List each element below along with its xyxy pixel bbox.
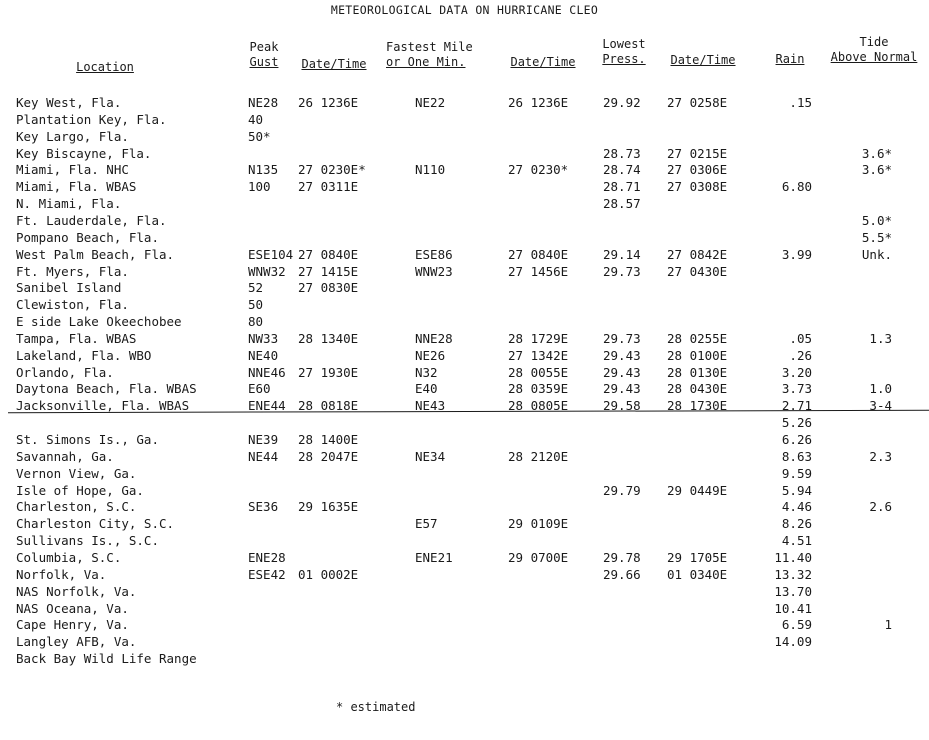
table-row [0,178,929,195]
location-cell: Sanibel Island [16,280,122,296]
lowest-press-cell: 29.43 [603,381,641,397]
peak-gust-cell: 100 [248,179,271,195]
press-date-time-cell: 27 0306E [667,162,728,178]
lowest-press-cell: 29.43 [603,364,641,380]
fastest-date-time-cell: 29 0109E [508,516,569,532]
rain-cell: .26 [789,347,812,363]
press-date-time-cell: 28 0255E [667,330,728,346]
location-cell: Miami, Fla. NHC [16,162,129,178]
peak-gust-cell: NE40 [248,347,279,363]
table-row [0,431,929,448]
location-cell: N. Miami, Fla. [16,196,122,212]
gust-date-time-cell: 28 2047E [298,448,359,464]
table-row [0,380,929,397]
lowest-press-cell: 29.66 [603,566,641,582]
fastest-date-time-cell: 28 0359E [508,381,569,397]
rain-cell: 3.73 [781,381,812,397]
header-peak-gust-line2: Gust [249,55,279,69]
press-date-time-cell: 01 0340E [667,566,728,582]
rain-cell: 9.59 [781,465,812,481]
tide-cell: 3.6* [861,162,892,178]
rain-cell: 4.51 [781,533,812,549]
table-row [0,465,929,482]
table-row [0,633,929,650]
table-row [0,145,929,162]
rain-cell: 3.20 [781,364,812,380]
table-row [0,279,929,296]
table-row [0,246,929,263]
press-date-time-cell: 27 0258E [667,95,728,110]
table-row [0,111,929,128]
fastest-date-time-cell: 27 1456E [508,263,569,279]
table-row [0,414,929,431]
press-date-time-cell: 28 0130E [667,364,728,380]
table-row [0,229,929,246]
rain-cell: 6.80 [781,179,812,195]
rain-cell: 8.26 [781,516,812,532]
tide-cell: 3-4 [869,398,892,414]
rain-cell: 5.26 [781,415,812,431]
peak-gust-cell: N135 [248,162,279,178]
location-cell: NAS Norfolk, Va. [16,583,137,599]
lowest-press-cell: 29.43 [603,347,641,363]
location-cell: Vernon View, Ga. [16,465,137,481]
tide-cell: 3.6* [861,145,892,161]
footnote: * estimated [336,700,416,714]
table-row [0,482,929,499]
press-date-time-cell: 27 0308E [667,179,728,195]
table-row [0,549,929,566]
fastest-mile-cell: WNW23 [415,263,453,279]
gust-date-time-cell: 28 1340E [298,330,359,346]
gust-date-time-cell: 26 1236E [298,95,359,110]
header-fastest-line1: Fastest Mile [386,40,473,54]
fastest-mile-cell: E57 [415,516,438,532]
header-tide-line1: Tide [859,35,889,49]
peak-gust-cell: NE28 [248,95,279,110]
location-cell: Back Bay Wild Life Range [16,651,197,667]
peak-gust-cell: E60 [248,381,271,397]
peak-gust-cell: NW33 [248,330,279,346]
location-cell: Key Largo, Fla. [16,128,129,144]
press-date-time-cell: 27 0430E [667,263,728,279]
tide-cell: Unk. [861,246,892,262]
lowest-press-cell: 29.14 [603,246,641,262]
table-row [0,195,929,212]
location-cell: NAS Oceana, Va. [16,600,129,616]
fastest-mile-cell: N32 [415,364,438,380]
peak-gust-cell: 40 [248,111,264,127]
gust-date-time-cell: 27 0311E [298,179,359,195]
lowest-press-cell: 28.73 [603,145,641,161]
rain-cell: .05 [789,330,812,346]
rain-cell: 2.71 [781,398,812,414]
press-date-time-cell: 28 0100E [667,347,728,363]
gust-date-time-cell: 27 0830E [298,280,359,296]
press-date-time-cell: 29 1705E [667,549,728,565]
location-cell: Ft. Lauderdale, Fla. [16,212,167,228]
rain-cell: 10.41 [774,600,812,616]
header-tide-line2: Above Normal [830,50,918,64]
location-cell: Tampa, Fla. WBAS [16,330,137,346]
fastest-mile-cell: ENE21 [415,549,453,565]
lowest-press-cell: 29.78 [603,549,641,565]
header-press-date-time: Date/Time [670,53,736,67]
table-row [0,161,929,178]
header-location: Location [76,60,134,74]
fastest-date-time-cell: 28 0055E [508,364,569,380]
peak-gust-cell: 50* [248,128,271,144]
fastest-date-time-cell: 26 1236E [508,95,569,110]
tide-cell: 5.0* [861,212,892,228]
table-row [0,347,929,364]
fastest-mile-cell: ESE86 [415,246,453,262]
fastest-mile-cell: NE43 [415,398,446,414]
rain-cell: 13.32 [774,566,812,582]
table-row [0,128,929,145]
fastest-date-time-cell: 29 0700E [508,549,569,565]
lowest-press-cell: 28.57 [603,196,641,212]
header-fastest-line2: or One Min. [386,55,466,69]
location-cell: Key Biscayne, Fla. [16,145,152,161]
location-cell: Ft. Myers, Fla. [16,263,129,279]
lowest-press-cell: 28.74 [603,162,641,178]
location-cell: Clewiston, Fla. [16,297,129,313]
fastest-date-time-cell: 28 0805E [508,398,569,414]
table-row [0,532,929,549]
fastest-date-time-cell: 27 0840E [508,246,569,262]
table-row [0,212,929,229]
table-row [0,296,929,313]
header-gust-date-time: Date/Time [301,57,367,71]
document-title: METEOROLOGICAL DATA ON HURRICANE CLEO [330,3,599,17]
press-date-time-cell: 28 1730E [667,398,728,414]
peak-gust-cell: ESE104 [248,246,294,262]
lowest-press-cell: 28.71 [603,179,641,195]
table-row [0,94,929,111]
header-tide [820,35,928,65]
gust-date-time-cell: 27 0840E [298,246,359,262]
peak-gust-cell: 52 [248,280,264,296]
press-date-time-cell: 27 0842E [667,246,728,262]
press-date-time-cell: 27 0215E [667,145,728,161]
fastest-mile-cell: N110 [415,162,446,178]
rain-cell: 5.94 [781,482,812,498]
location-cell: Isle of Hope, Ga. [16,482,144,498]
fastest-mile-cell: NE22 [415,95,446,110]
location-cell: Sullivans Is., S.C. [16,533,159,549]
gust-date-time-cell: 28 1400E [298,432,359,447]
tide-cell: 5.5* [861,229,892,245]
location-cell: Langley AFB, Va. [16,634,137,650]
fastest-date-time-cell: 28 1729E [508,330,569,346]
table-row [0,330,929,347]
table-row [0,616,929,633]
header-lowest-press [596,37,652,67]
location-cell: West Palm Beach, Fla. [16,246,175,262]
peak-gust-cell: SE36 [248,499,279,515]
table-row [0,566,929,583]
rain-cell: 13.70 [774,583,812,599]
location-cell: Charleston City, S.C. [16,516,175,532]
table-row [0,313,929,330]
gust-date-time-cell: 29 1635E [298,499,359,515]
fastest-mile-cell: NE26 [415,347,446,363]
peak-gust-cell: WNW32 [248,263,286,279]
tide-cell: 2.6 [869,499,892,515]
rain-cell: 11.40 [774,549,812,565]
header-rain: Rain [775,52,805,66]
location-cell: Lakeland, Fla. WBO [16,347,152,363]
gust-date-time-cell: 27 1415E [298,263,359,279]
lowest-press-cell: 29.92 [603,95,641,110]
fastest-date-time-cell: 28 2120E [508,448,569,464]
fastest-date-time-cell: 27 1342E [508,347,569,363]
table-row [0,263,929,280]
gust-date-time-cell: 27 0230E* [298,162,366,178]
tide-cell: 2.3 [869,448,892,464]
tide-cell: 1.3 [869,330,892,346]
peak-gust-cell: 50 [248,297,264,313]
peak-gust-cell: ENE28 [248,549,286,565]
header-fastest-date-time: Date/Time [510,55,576,69]
lowest-press-cell: 29.58 [603,398,641,414]
location-cell: Miami, Fla. WBAS [16,179,137,195]
rain-cell: 3.99 [781,246,812,262]
location-cell: Columbia, S.C. [16,549,122,565]
lowest-press-cell: 29.79 [603,482,641,498]
location-cell: Key West, Fla. [16,95,122,110]
lowest-press-cell: 29.73 [603,330,641,346]
location-cell: Daytona Beach, Fla. WBAS [16,381,197,397]
press-date-time-cell: 29 0449E [667,482,728,498]
tide-cell: 1.0 [869,381,892,397]
rain-cell: 4.46 [781,499,812,515]
lowest-press-cell: 29.73 [603,263,641,279]
header-peak-gust-line1: Peak [249,40,279,54]
peak-gust-cell: NNE46 [248,364,286,380]
rain-cell: 8.63 [781,448,812,464]
rain-cell: 6.26 [781,432,812,447]
header-fastest-mile [386,40,492,70]
peak-gust-cell: NE44 [248,448,279,464]
header-lowest-line1: Lowest [602,37,646,51]
peak-gust-cell: ESE42 [248,566,286,582]
location-cell: Charleston, S.C. [16,499,137,515]
rain-cell: 6.59 [781,617,812,633]
location-cell: Pompano Beach, Fla. [16,229,159,245]
location-cell: Plantation Key, Fla. [16,111,167,127]
table-row [0,364,929,381]
table-row [0,448,929,465]
fastest-mile-cell: NE34 [415,448,446,464]
header-lowest-line2: Press. [602,52,646,66]
fastest-date-time-cell: 27 0230* [508,162,569,178]
location-cell: Cape Henry, Va. [16,617,129,633]
rain-cell: 14.09 [774,634,812,650]
peak-gust-cell: NE39 [248,432,279,447]
location-cell: Norfolk, Va. [16,566,107,582]
rain-cell: .15 [789,95,812,110]
fastest-mile-cell: NNE28 [415,330,453,346]
gust-date-time-cell: 27 1930E [298,364,359,380]
location-cell: St. Simons Is., Ga. [16,432,159,447]
location-cell: Jacksonville, Fla. WBAS [16,398,190,414]
table-row [0,515,929,532]
gust-date-time-cell: 28 0818E [298,398,359,414]
peak-gust-cell: 80 [248,314,264,330]
table-row [0,583,929,600]
table-row [0,600,929,617]
table-row [0,498,929,515]
table-row [0,650,929,667]
location-cell: Orlando, Fla. [16,364,114,380]
location-cell: E side Lake Okeechobee [16,314,182,330]
peak-gust-cell: ENE44 [248,398,286,414]
fastest-mile-cell: E40 [415,381,438,397]
header-peak-gust [240,40,288,70]
tide-cell: 1 [884,617,892,633]
gust-date-time-cell: 01 0002E [298,566,359,582]
press-date-time-cell: 28 0430E [667,381,728,397]
location-cell: Savannah, Ga. [16,448,114,464]
